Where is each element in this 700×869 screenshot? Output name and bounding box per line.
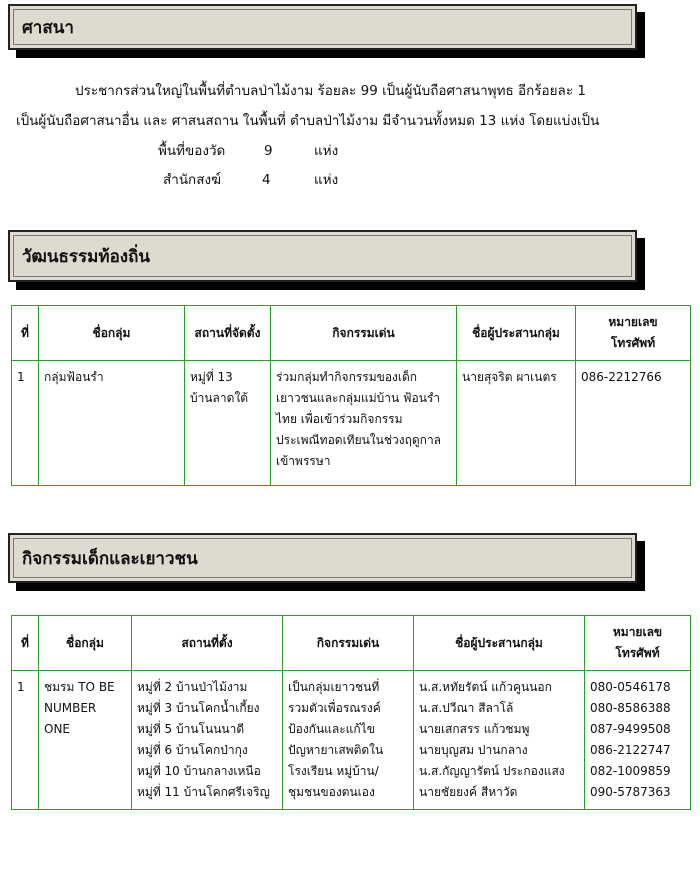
cell-activity: เป็นกลุ่มเยาวชนที่ รวมตัวเพื่อรณรงค์ ป้องกันและแก้ไข ปัญหายาเสพติดใน โรงเรียน หมู่บ้าน/ ชุมชนของตนเอง bbox=[283, 671, 414, 810]
cell-place: หมู่ที่ 2 บ้านป่าไม้งาม หมู่ที่ 3 บ้านโคกน้ำเกี้ยง หมู่ที่ 5 บ้านโนนนาดี หมู่ที่ 6 บ้านโคกป่ากุง หมู่ที่ 10 บ้านกลางเหนือ หมู่ที่ 11 บ้านโคกศรีเจริญ bbox=[132, 671, 283, 810]
col-activity: กิจกรรมเด่น bbox=[283, 616, 414, 671]
col-group: ชื่อกลุ่ม bbox=[39, 306, 185, 361]
col-place: สถานที่จัดตั้ง bbox=[185, 306, 271, 361]
religion-header: ศาสนา bbox=[13, 9, 632, 45]
col-coordinator: ชื่อผู้ประสานกลุ่ม bbox=[414, 616, 585, 671]
table-header-row bbox=[12, 306, 691, 361]
religion-item-monastery-count: 4 bbox=[262, 172, 271, 188]
religion-item-temple-unit: แห่ง bbox=[314, 143, 339, 159]
religion-item-temple-count: 9 bbox=[264, 143, 273, 159]
col-coordinator: ชื่อผู้ประสานกลุ่ม bbox=[457, 306, 576, 361]
table-row bbox=[12, 671, 691, 810]
cell-coordinator: นายสุจริต ผาเนตร bbox=[457, 361, 576, 486]
cell-phone: 086-2212766 bbox=[576, 361, 691, 486]
col-no: ที่ bbox=[12, 616, 39, 671]
cell-phone: 080-0546178 080-8586388 087-9499508 086-2122747 082-1009859 090-5787363 bbox=[585, 671, 691, 810]
col-activity: กิจกรรมเด่น bbox=[271, 306, 457, 361]
culture-header: วัฒนธรรมท้องถิ่น bbox=[13, 235, 632, 277]
cell-group: ชมรม TO BE NUMBER ONE bbox=[39, 671, 132, 810]
table-row bbox=[12, 361, 691, 486]
cell-place: หมู่ที่ 13 บ้านลาดใต้ bbox=[185, 361, 271, 486]
religion-header-box bbox=[8, 4, 637, 50]
youth-header-box bbox=[8, 533, 637, 583]
religion-item-monastery-unit: แห่ง bbox=[314, 172, 339, 188]
cell-activity: ร่วมกลุ่มทำกิจกรรมของเด็ก เยาวชนและกลุ่มแม่บ้าน ฟ้อนรำ ไทย เพื่อเข้าร่วมกิจกรรม ประเพณีทอดเทียนในช่วงฤดูกาล เข้าพรรษา bbox=[271, 361, 457, 486]
col-place: สถานที่ตั้ง bbox=[132, 616, 283, 671]
culture-table bbox=[11, 305, 691, 486]
culture-header-box bbox=[8, 230, 637, 282]
religion-item-monastery-label: สำนักสงฆ์ bbox=[163, 172, 222, 188]
col-phone: หมายเลข โทรศัพท์ bbox=[585, 616, 691, 671]
col-group: ชื่อกลุ่ม bbox=[39, 616, 132, 671]
table-header-row bbox=[12, 616, 691, 671]
religion-line2: เป็นผู้นับถือศาสนาอื่น และ ศาสนสถาน ในพื้นที่ ตำบลป่าไม้งาม มีจำนวนทั้งหมด 13 แห่ง โดยแบ่งเป็น bbox=[16, 113, 600, 129]
cell-group: กลุ่มฟ้อนรำ bbox=[39, 361, 185, 486]
col-no: ที่ bbox=[12, 306, 39, 361]
religion-line1: ประชากรส่วนใหญ่ในพื้นที่ตำบลป่าไม้งาม ร้อยละ 99 เป็นผู้นับถือศาสนาพุทธ อีกร้อยละ 1 bbox=[75, 83, 586, 99]
religion-item-temple-label: พื้นที่ของวัด bbox=[158, 143, 226, 159]
cell-no: 1 bbox=[12, 671, 39, 810]
col-phone: หมายเลข โทรศัพท์ bbox=[576, 306, 691, 361]
youth-header: กิจกรรมเด็กและเยาวชน bbox=[13, 538, 632, 578]
cell-no: 1 bbox=[12, 361, 39, 486]
cell-coordinator: น.ส.หทัยรัตน์ แก้วคูนนอก น.ส.ปวีณา สีลาโล้ นายเสกสรร แก้วชมพู นายบุญสม ปานกลาง น.ส.กัญญารัตน์ ประกองแสง นายชัยยงค์ สีหาวัด bbox=[414, 671, 585, 810]
youth-table bbox=[11, 615, 691, 810]
